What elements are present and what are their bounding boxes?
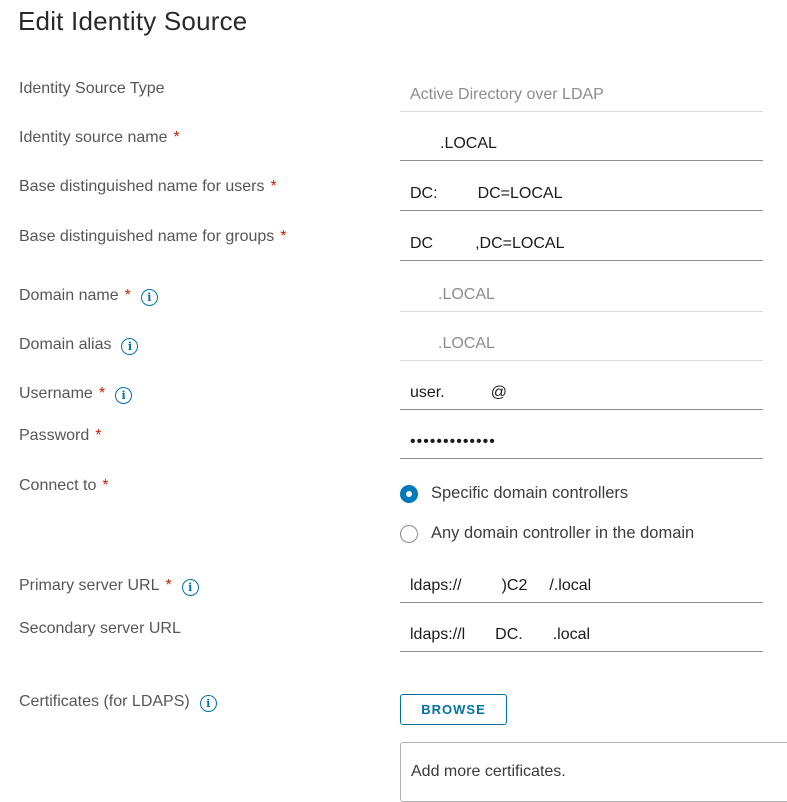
required-marker: * [270, 178, 277, 195]
username-label [19, 384, 132, 404]
radio-any-domain-controller[interactable] [400, 524, 694, 543]
required-marker: * [280, 228, 287, 245]
identity-source-type-value: Active Directory over LDAP [400, 82, 763, 112]
info-icon[interactable]: i [141, 289, 158, 306]
field-value-part: )C2 [501, 577, 528, 594]
domain-name-value: .LOCAL [400, 282, 763, 312]
label-text: Certificates (for LDAPS) [19, 693, 190, 710]
required-marker: * [165, 577, 172, 594]
field-value-part: DC. [495, 626, 523, 643]
field-value-part: DC [410, 235, 434, 252]
label-text: Base distinguished name for groups [19, 228, 275, 245]
base-dn-users-label [19, 178, 277, 196]
certificates-box[interactable] [400, 742, 787, 802]
info-icon[interactable]: i [115, 387, 132, 404]
identity-source-name-input[interactable]: .LOCAL [400, 131, 763, 161]
identity-source-type-label [19, 80, 165, 98]
field-value-part: ldaps://l [410, 626, 466, 643]
label-text: Base distinguished name for users [19, 178, 265, 195]
domain-alias-value: .LOCAL [400, 331, 763, 361]
field-value-part: ,DC=LOCAL [475, 235, 565, 252]
secondary-server-url-label [19, 620, 181, 638]
radio-checked-icon [400, 485, 418, 503]
radio-label: Any domain controller in the domain [431, 524, 695, 542]
label-text: Domain name [19, 287, 119, 304]
browse-button[interactable]: BROWSE [400, 694, 507, 725]
certificates-label [19, 692, 217, 712]
password-label [19, 427, 101, 445]
radio-specific-domain-controllers[interactable] [400, 484, 628, 503]
label-text: Username [19, 385, 93, 402]
required-marker: * [95, 427, 102, 444]
connect-to-label [19, 477, 109, 495]
password-input[interactable]: ••••••••••••• [400, 429, 763, 459]
secondary-server-url-input[interactable] [400, 622, 763, 652]
field-value-part: ldaps:// [410, 577, 462, 594]
radio-unchecked-icon [400, 525, 418, 543]
base-dn-users-input[interactable] [400, 181, 763, 211]
label-text: Primary server URL [19, 577, 160, 594]
required-marker: * [124, 287, 131, 304]
base-dn-groups-input[interactable] [400, 231, 763, 261]
required-marker: * [173, 129, 180, 146]
certificates-box-text: Add more certificates. [411, 763, 566, 780]
info-icon[interactable]: i [121, 338, 138, 355]
field-value-part: user. [410, 384, 445, 401]
field-value-part: .local [552, 626, 591, 643]
username-input[interactable] [400, 380, 763, 410]
primary-server-url-input[interactable] [400, 573, 763, 603]
domain-name-label [19, 286, 158, 306]
base-dn-groups-label [19, 228, 287, 246]
field-value-part: @ [490, 384, 507, 401]
radio-label: Specific domain controllers [431, 484, 629, 502]
label-text: Identity source name [19, 129, 168, 146]
field-value-part: DC=LOCAL [477, 185, 563, 202]
page-title: Edit Identity Source [18, 6, 248, 36]
label-text: Connect to [19, 477, 97, 494]
primary-server-url-label [19, 576, 199, 596]
label-text: Domain alias [19, 336, 112, 353]
label-text: Secondary server URL [19, 620, 181, 637]
info-icon[interactable]: i [200, 695, 217, 712]
field-value-part: DC: [410, 185, 438, 202]
required-marker: * [102, 477, 109, 494]
field-value-part: /.local [549, 577, 592, 594]
required-marker: * [98, 385, 106, 402]
identity-source-name-label [19, 129, 180, 147]
label-text: Identity Source Type [19, 80, 165, 97]
info-icon[interactable]: i [182, 579, 199, 596]
domain-alias-label [19, 335, 138, 355]
label-text: Password [19, 427, 90, 444]
